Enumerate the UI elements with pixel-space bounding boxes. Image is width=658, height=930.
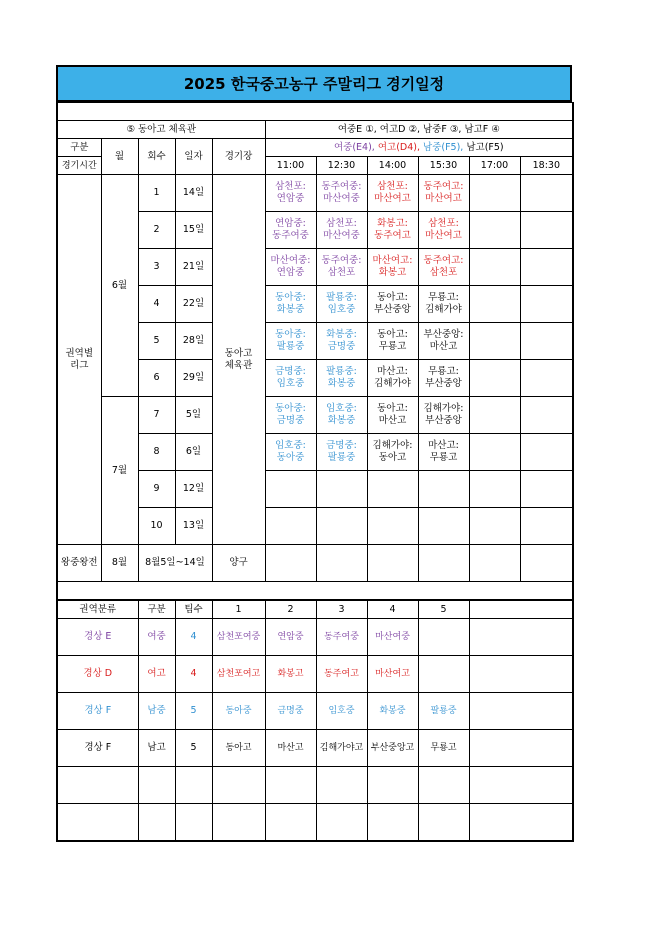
team-table: [56, 600, 574, 842]
round-date: 29일: [175, 360, 212, 397]
league-label: 권역별 리그: [57, 175, 101, 545]
round-date: 14일: [175, 175, 212, 212]
table-row: [57, 139, 573, 157]
team-header-col: 4: [367, 601, 418, 619]
empty-cell: [418, 767, 469, 804]
time-header: 11:00: [265, 157, 316, 175]
label-venue: 경기장: [212, 139, 265, 175]
table-row: [57, 103, 573, 121]
empty-cell: [265, 508, 316, 545]
empty-cell: [138, 767, 175, 804]
round-number: 6: [138, 360, 175, 397]
table-row: [57, 175, 573, 212]
division-sub: [265, 139, 573, 157]
game-cell: 부산중앙: 마산고: [418, 323, 469, 360]
empty-cell: [520, 434, 573, 471]
team-region: 경상 D: [57, 656, 138, 693]
round-number: 1: [138, 175, 175, 212]
final-date: 8월5일~14일: [138, 545, 212, 582]
game-cell: 화봉고: 동주여고: [367, 212, 418, 249]
round-date: 5일: [175, 397, 212, 434]
game-cell: 동아고: 마산고: [367, 397, 418, 434]
empty-cell: [469, 360, 520, 397]
team-region: 경상 F: [57, 693, 138, 730]
schedule-sheet: [56, 65, 572, 842]
label-date: 일자: [175, 139, 212, 175]
empty-cell: [520, 286, 573, 323]
table-row: [57, 582, 573, 600]
final-venue: 양구: [212, 545, 265, 582]
empty-cell: [520, 212, 573, 249]
schedule-table: [56, 102, 574, 600]
final-month: 8월: [101, 545, 138, 582]
empty-cell: [520, 175, 573, 212]
table-row: [57, 767, 573, 804]
empty-cell: [469, 434, 520, 471]
team-count: 5: [175, 730, 212, 767]
team-gubun: 남중: [138, 693, 175, 730]
empty-cell: [469, 323, 520, 360]
game-cell: 삼천포: 연암중: [265, 175, 316, 212]
round-date: 15일: [175, 212, 212, 249]
table-row: [57, 601, 573, 619]
round-date: 6일: [175, 434, 212, 471]
empty-cell: [316, 804, 367, 842]
team-header-col: 3: [316, 601, 367, 619]
team-name: 금명중: [265, 693, 316, 730]
team-count: 4: [175, 656, 212, 693]
empty-cell: [265, 767, 316, 804]
team-name: 동주여고: [316, 656, 367, 693]
empty-cell: [469, 508, 520, 545]
label-game-time: 경기시간: [57, 157, 101, 175]
empty-cell: [469, 804, 573, 842]
empty-cell: [469, 286, 520, 323]
blank-row: [57, 582, 573, 600]
game-cell: 동주여고: 삼천포: [418, 249, 469, 286]
table-row: [57, 656, 573, 693]
team-name: 화봉중: [367, 693, 418, 730]
empty-cell: [265, 804, 316, 842]
team-count: 4: [175, 619, 212, 656]
empty-cell: [520, 323, 573, 360]
label-month: 월: [101, 139, 138, 175]
time-header: 17:00: [469, 157, 520, 175]
empty-cell: [367, 508, 418, 545]
game-cell: 무룡고: 부산중앙: [418, 360, 469, 397]
empty-cell: [469, 693, 573, 730]
game-cell: 마산여고: 화봉고: [367, 249, 418, 286]
team-name: 김해가야고: [316, 730, 367, 767]
game-cell: 김해가야: 부산중앙: [418, 397, 469, 434]
empty-cell: [520, 471, 573, 508]
game-cell: 삼천포: 마산여중: [316, 212, 367, 249]
team-header-col: 2: [265, 601, 316, 619]
empty-cell: [175, 767, 212, 804]
empty-cell: [367, 767, 418, 804]
empty-cell: [138, 804, 175, 842]
table-row: [57, 804, 573, 842]
team-count: 5: [175, 693, 212, 730]
round-number: 9: [138, 471, 175, 508]
table-row: [57, 730, 573, 767]
game-cell: 동아중: 팔룡중: [265, 323, 316, 360]
team-header-count: 팀수: [175, 601, 212, 619]
team-name: 부산중앙고: [367, 730, 418, 767]
game-cell: 동아고: 무룡고: [367, 323, 418, 360]
empty-cell: [520, 545, 573, 582]
empty-cell: [367, 804, 418, 842]
venue-header: ⑤ 동아고 체육관: [57, 121, 265, 139]
label-gubun: 구분: [57, 139, 101, 157]
team-header-region: 권역분류: [57, 601, 138, 619]
team-name: 동아고: [212, 730, 265, 767]
empty-cell: [469, 767, 573, 804]
table-row: [57, 619, 573, 656]
team-gubun: 여고: [138, 656, 175, 693]
team-gubun: 남고: [138, 730, 175, 767]
round-date: 13일: [175, 508, 212, 545]
round-number: 2: [138, 212, 175, 249]
table-row: [57, 397, 573, 434]
round-number: 5: [138, 323, 175, 360]
team-name: 팔룡중: [418, 693, 469, 730]
team-name: 삼천포여고: [212, 656, 265, 693]
empty-cell: [469, 730, 573, 767]
empty-cell: [316, 508, 367, 545]
game-cell: 동주여중: 삼천포: [316, 249, 367, 286]
game-cell: 동주여중: 마산여중: [316, 175, 367, 212]
game-cell: 무룡고: 김해가야: [418, 286, 469, 323]
game-cell: 동아중: 금명중: [265, 397, 316, 434]
empty-cell: [316, 471, 367, 508]
empty-cell: [520, 360, 573, 397]
empty-cell: [367, 471, 418, 508]
empty-cell: [418, 804, 469, 842]
team-name: 동주여중: [316, 619, 367, 656]
team-header-col: 1: [212, 601, 265, 619]
division-sub-part: 남고(F5): [466, 141, 504, 153]
round-date: 28일: [175, 323, 212, 360]
game-cell: 금명중: 임호중: [265, 360, 316, 397]
empty-cell: [265, 471, 316, 508]
empty-cell: [469, 249, 520, 286]
empty-cell: [469, 656, 573, 693]
team-name: 동아중: [212, 693, 265, 730]
empty-cell: [520, 249, 573, 286]
empty-cell: [418, 545, 469, 582]
final-label: 왕중왕전: [57, 545, 101, 582]
empty-cell: [469, 212, 520, 249]
team-header-col: 5: [418, 601, 469, 619]
game-cell: 팔룡중: 임호중: [316, 286, 367, 323]
empty-cell: [418, 508, 469, 545]
empty-cell: [316, 545, 367, 582]
game-cell: 금명중: 팔룡중: [316, 434, 367, 471]
empty-cell: [265, 545, 316, 582]
empty-cell: [469, 397, 520, 434]
division-header: 여중E ①, 여고D ②, 남중F ③, 남고F ④: [265, 121, 573, 139]
game-cell: 동아고: 부산중앙: [367, 286, 418, 323]
month-june: 6월: [101, 175, 138, 397]
game-cell: 임호중: 동아중: [265, 434, 316, 471]
blank-row: [57, 103, 573, 121]
empty-cell: [520, 397, 573, 434]
empty-cell: [57, 767, 138, 804]
round-date: 21일: [175, 249, 212, 286]
division-sub-part: 여중(E4),: [333, 141, 378, 153]
table-row: [57, 545, 573, 582]
empty-cell: [212, 804, 265, 842]
team-name: 무룡고: [418, 730, 469, 767]
division-sub-part: 남중(F5),: [423, 141, 467, 153]
game-cell: 화봉중: 금명중: [316, 323, 367, 360]
page-title: 2025 한국중고농구 주말리그 경기일정: [56, 65, 572, 102]
empty-cell: [212, 767, 265, 804]
division-sub-part: 여고(D4),: [377, 141, 424, 153]
game-cell: 동아중: 화봉중: [265, 286, 316, 323]
team-name: 마산여중: [367, 619, 418, 656]
time-header: 18:30: [520, 157, 573, 175]
team-name: 화봉고: [265, 656, 316, 693]
team-name: 삼천포여중: [212, 619, 265, 656]
game-cell: 연암중: 동주여중: [265, 212, 316, 249]
label-round: 회수: [138, 139, 175, 175]
game-cell: 동주여고: 마산여고: [418, 175, 469, 212]
team-region: 경상 F: [57, 730, 138, 767]
round-date: 12일: [175, 471, 212, 508]
game-cell: 임호중: 화봉중: [316, 397, 367, 434]
time-header: 14:00: [367, 157, 418, 175]
team-name: 임호중: [316, 693, 367, 730]
empty-cell: [469, 545, 520, 582]
empty-cell: [520, 508, 573, 545]
team-header-gubun: 구분: [138, 601, 175, 619]
empty-cell: [418, 471, 469, 508]
table-row: [57, 121, 573, 139]
time-header: 15:30: [418, 157, 469, 175]
month-july: 7월: [101, 397, 138, 545]
empty-cell: [469, 619, 573, 656]
round-number: 3: [138, 249, 175, 286]
empty-cell: [367, 545, 418, 582]
round-number: 7: [138, 397, 175, 434]
empty-cell: [316, 767, 367, 804]
game-cell: 삼천포: 마산여고: [418, 212, 469, 249]
empty-cell: [469, 471, 520, 508]
team-name: 마산여고: [367, 656, 418, 693]
empty-cell: [469, 601, 573, 619]
venue-name: 동아고 체육관: [212, 175, 265, 545]
empty-cell: [469, 175, 520, 212]
team-gubun: 여중: [138, 619, 175, 656]
table-row: [57, 693, 573, 730]
time-header: 12:30: [316, 157, 367, 175]
round-date: 22일: [175, 286, 212, 323]
empty-cell: [175, 804, 212, 842]
game-cell: 팔룡중: 화봉중: [316, 360, 367, 397]
round-number: 4: [138, 286, 175, 323]
game-cell: 삼천포: 마산여고: [367, 175, 418, 212]
team-region: 경상 E: [57, 619, 138, 656]
round-number: 8: [138, 434, 175, 471]
team-name: [418, 656, 469, 693]
game-cell: 김해가야: 동아고: [367, 434, 418, 471]
round-number: 10: [138, 508, 175, 545]
team-name: 마산고: [265, 730, 316, 767]
team-name: 연암중: [265, 619, 316, 656]
team-name: [418, 619, 469, 656]
game-cell: 마산고: 김해가야: [367, 360, 418, 397]
empty-cell: [57, 804, 138, 842]
game-cell: 마산여중: 연암중: [265, 249, 316, 286]
game-cell: 마산고: 무룡고: [418, 434, 469, 471]
